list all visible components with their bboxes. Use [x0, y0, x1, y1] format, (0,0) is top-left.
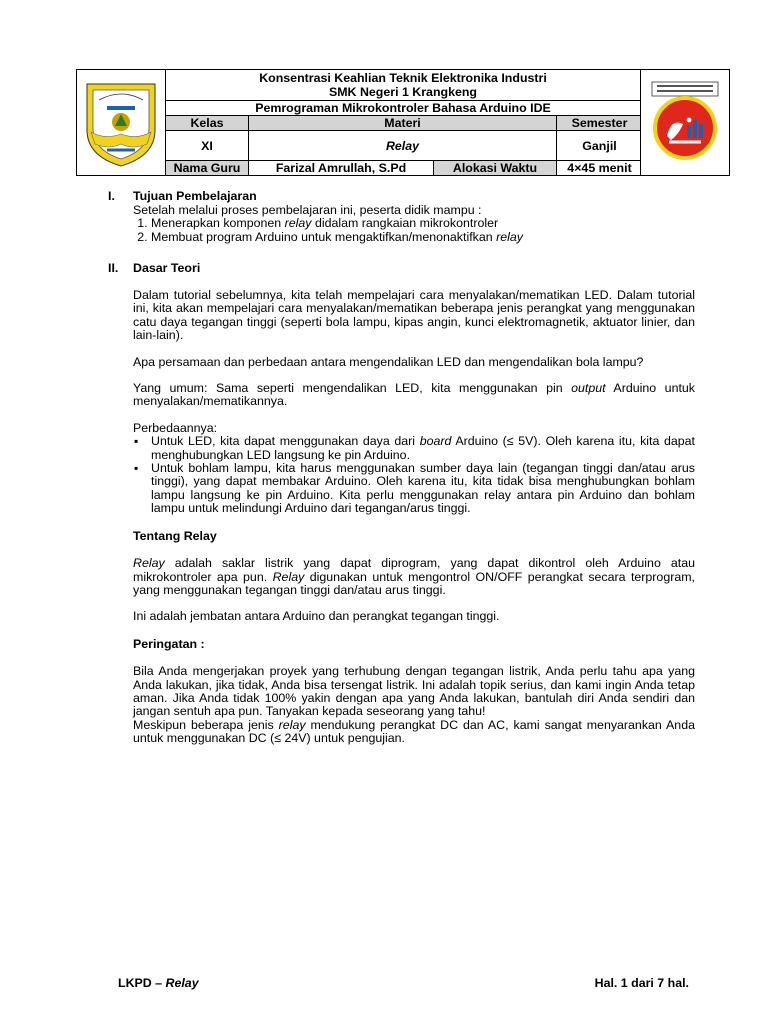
paragraph-question: Apa persamaan dan perbedaan antara mengendalikan LED dan mengendalikan bola lampu?: [133, 354, 644, 369]
header-table: [76, 69, 730, 176]
value-materi: Relay: [249, 131, 557, 160]
section-1-number: I.: [108, 189, 115, 203]
value-semester: Ganjil: [582, 138, 617, 153]
section-2-title: Dasar Teori: [133, 261, 201, 275]
subheading-warning: Peringatan :: [133, 636, 205, 651]
header-column-labels: [166, 116, 640, 131]
footer-title: LKPD – Relay: [118, 976, 199, 990]
difference-item-led: ▪ Untuk LED, kita dapat menggunakan daya dari board Arduino (≤ 5V). Oleh karena itu, kita dapat menghubungkan LED langsung ke pin Arduino.: [151, 435, 695, 462]
section-1-body: [133, 204, 695, 244]
section-1-intro: Setelah melalui proses pembelajaran ini, peserta didik mampu :: [133, 203, 482, 217]
header-values-row: [166, 131, 640, 161]
objectives-list: [133, 217, 695, 244]
objective-item: 2. Membuat program Arduino untuk mengaktifkan/menonaktifkan relay: [151, 231, 695, 244]
subheading-relay: Tentang Relay: [133, 528, 217, 543]
label-alokasi-waktu: Alokasi Waktu: [434, 161, 557, 175]
paragraph-common: Yang umum: Sama seperti mengendalikan LED, kita menggunakan pin output Arduino untuk menyalakan/mematikannya.: [133, 381, 695, 409]
objective-item: 1. Menerapkan komponen relay didalam rangkaian mikrokontroler: [151, 217, 695, 230]
section-2-number: II.: [108, 261, 119, 275]
paragraph-differences-label: Perbedaannya:: [133, 420, 218, 435]
header-line-3: Pemrograman Mikrokontroler Bahasa Arduino IDE: [166, 101, 640, 116]
paragraph-warning: Bila Anda mengerjakan proyek yang terhubung dengan tegangan listrik, Anda perlu tahu apa yang Anda lakukan, jika tidak, Anda bisa tersengat listrik. Ini adalah topik serius, dan kami ingin Anda tetap aman. Jika Anda tidak 100% yakin dengan apa yang Anda lakukan, bantulah diri Anda sendiri dan jangan sentuh apa pun. Tanyakan kepada seseorang yang tahu!: [133, 664, 695, 719]
label-kelas: Kelas: [166, 116, 249, 130]
header-title-block: [166, 70, 640, 101]
value-kelas: XI: [166, 131, 249, 160]
value-alokasi-waktu: 4×45 menit: [567, 161, 632, 175]
paragraph-intro: Dalam tutorial sebelumnya, kita telah mempelajari cara menyalakan/mematikan LED. Dalam tutorial ini, kita akan mempelajari cara menyalakan/mematikan beberapa jenis perangkat yang menggunakan catu daya tegangan tinggi (seperti bola lampu, kipas angin, kunci elektromagnetik, aktuator linier, dan lain-lain).: [133, 288, 695, 343]
difference-item-bulb: ▪ Untuk bohlam lampu, kita harus menggunakan sumber daya lain (tegangan tinggi dan/atau arus tinggi), yang dapat membakar Arduino. Oleh karena itu, kita tidak bisa menghubungkan bohlam lampu langsung ke pin Arduino. Kita perlu menggunakan relay antara pin Arduino dan bohlam lampu untuk melindungi Arduino dari tegangan/arus tinggi.: [151, 462, 695, 516]
label-semester: Semester: [571, 116, 628, 130]
paragraph-relay-bridge: Ini adalah jembatan antara Arduino dan perangkat tegangan tinggi.: [133, 609, 500, 624]
paragraph-dc-advice: Meskipun beberapa jenis relay mendukung perangkat DC dan AC, kami sangat menyarankan Anda untuk menggunakan DC (≤ 24V) untuk pengujian.: [133, 717, 695, 746]
section-2-body: [133, 289, 695, 746]
department-logo-right: [640, 70, 729, 175]
school-logo-left: [77, 70, 166, 175]
footer-page-number: Hal. 1 dari 7 hal.: [594, 976, 689, 990]
paragraph-relay-definition: Relay adalah saklar listrik yang dapat diprogram, yang dapat dikontrol oleh Arduino atau mikrokontroler apa pun. Relay digunakan untuk mengontrol ON/OFF perangkat secara terprogram, yang menggunakan tegangan tinggi dan/atau arus tinggi.: [133, 556, 695, 597]
label-materi: Materi: [249, 116, 557, 130]
header-line-1: Konsentrasi Keahlian Teknik Elektronika Industri: [259, 71, 547, 85]
label-nama-guru: Nama Guru: [166, 161, 249, 175]
differences-list: [133, 435, 695, 515]
section-1-title: Tujuan Pembelajaran: [133, 189, 257, 203]
header-line-2: SMK Negeri 1 Krangkeng: [328, 85, 478, 99]
value-nama-guru: Farizal Amrullah, S.Pd: [249, 161, 434, 175]
header-guru-row: [166, 161, 640, 175]
